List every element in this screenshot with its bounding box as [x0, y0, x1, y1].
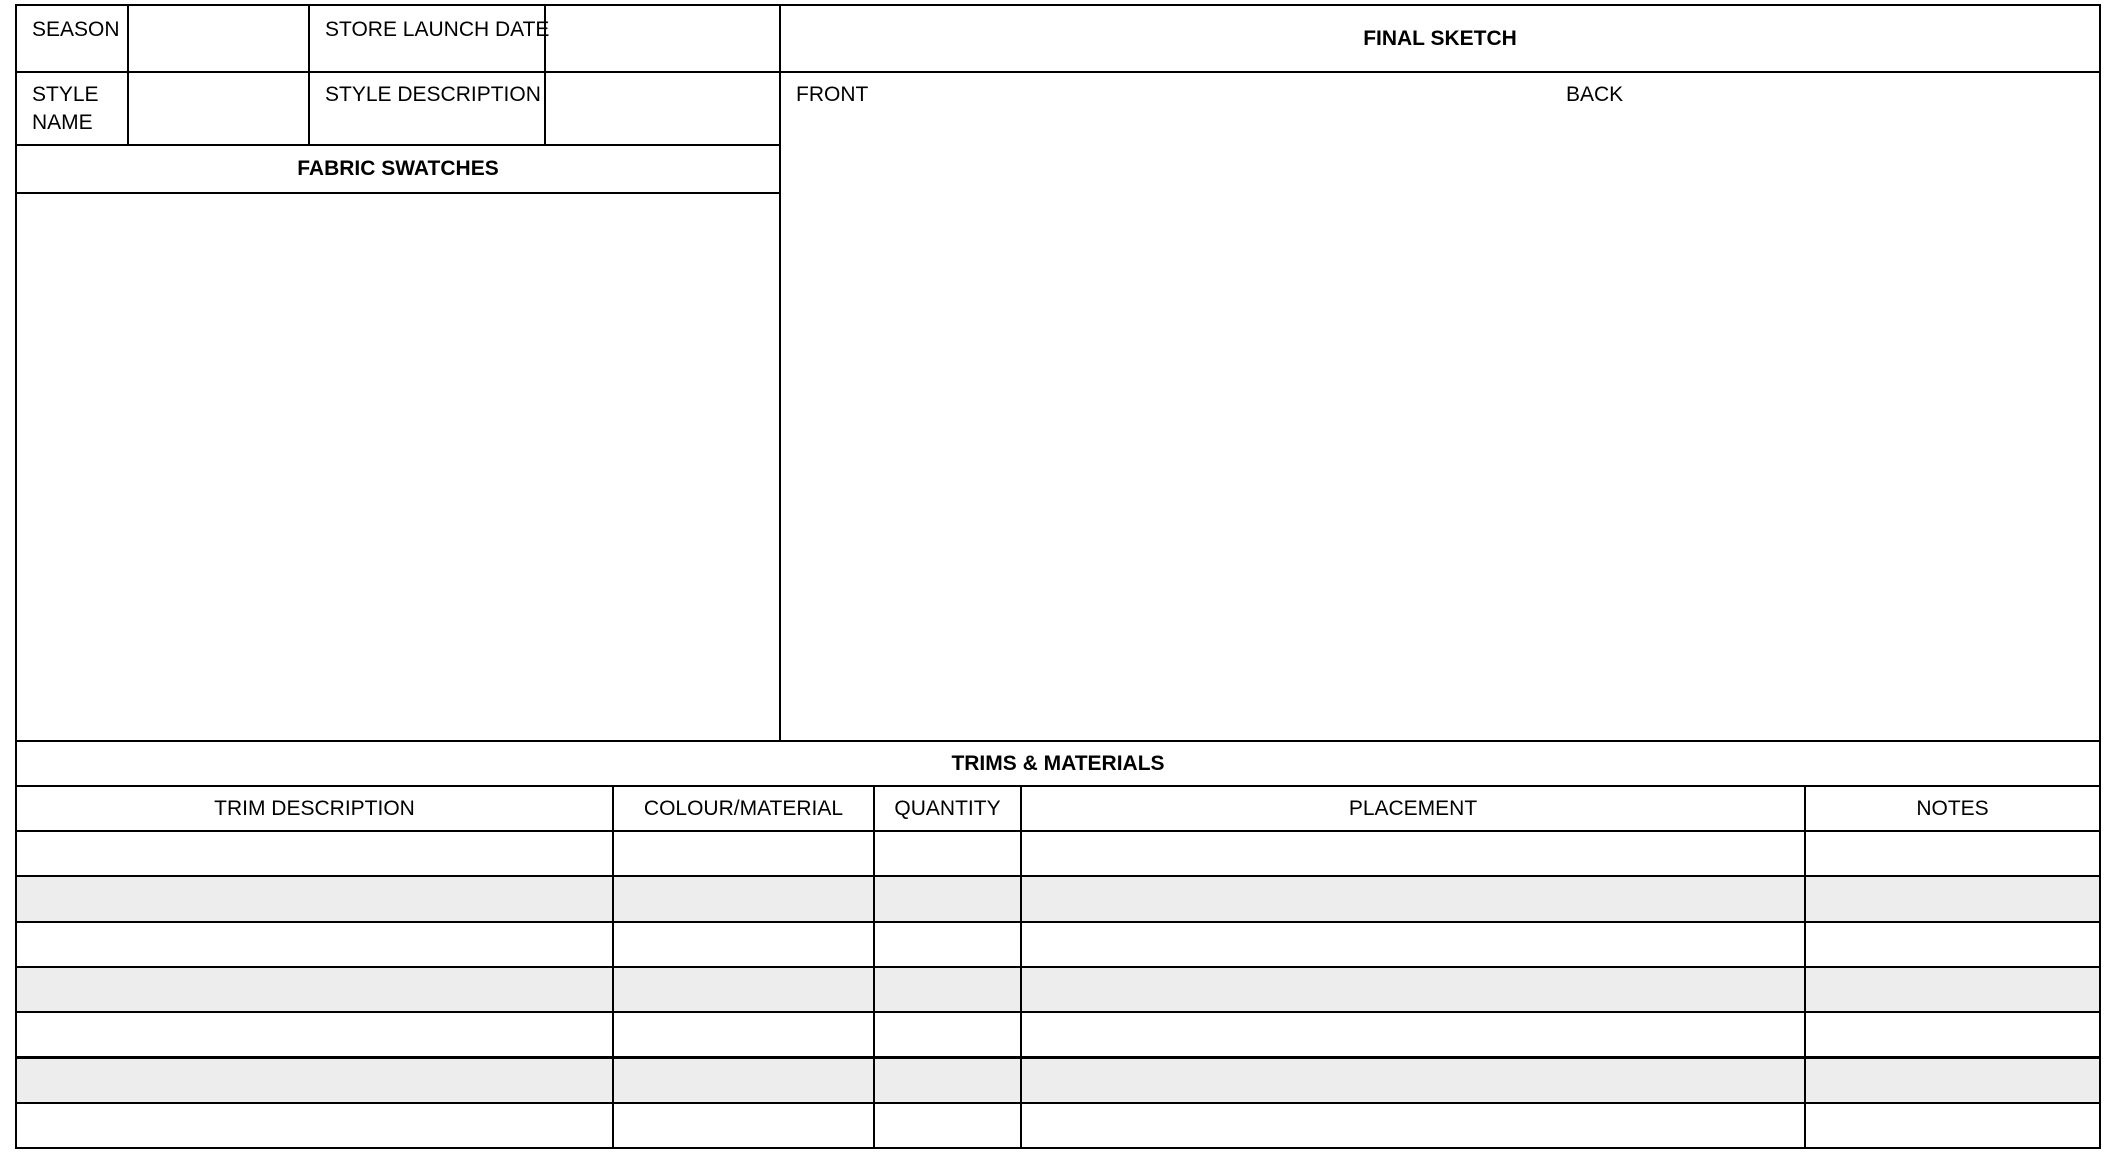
style-spec-sheet	[15, 4, 2101, 1144]
table-cell-trim-description[interactable]	[15, 966, 614, 1013]
table-cell-placement[interactable]	[1020, 875, 1806, 922]
table-cell-colour-material[interactable]	[612, 1057, 875, 1104]
final-sketch-title: FINAL SKETCH	[1363, 26, 1517, 50]
final-sketch-header	[779, 4, 2101, 73]
store-launch-date-input-cell[interactable]	[544, 4, 781, 73]
table-cell-quantity[interactable]	[873, 966, 1022, 1013]
table-cell-quantity[interactable]	[873, 1011, 1022, 1058]
season-label-cell	[15, 4, 129, 73]
table-cell-quantity[interactable]	[873, 921, 1022, 968]
col-header-colour-material: COLOUR/MATERIAL	[612, 785, 875, 832]
front-label: FRONT	[796, 83, 869, 106]
table-cell-trim-description[interactable]	[15, 830, 614, 877]
style-name-input-cell[interactable]	[127, 71, 310, 146]
table-cell-colour-material[interactable]	[612, 830, 875, 877]
table-cell-trim-description[interactable]	[15, 921, 614, 968]
season-input-cell[interactable]	[127, 4, 310, 73]
col-header-notes: NOTES	[1804, 785, 2101, 832]
table-cell-notes[interactable]	[1804, 875, 2101, 922]
final-sketch-area[interactable]	[779, 71, 2101, 742]
col-header-quantity: QUANTITY	[873, 785, 1022, 832]
table-cell-notes[interactable]	[1804, 1057, 2101, 1104]
table-cell-trim-description[interactable]	[15, 1011, 614, 1058]
trims-materials-title: TRIMS & MATERIALS	[951, 751, 1165, 775]
table-cell-colour-material[interactable]	[612, 921, 875, 968]
store-launch-date-label-cell	[308, 4, 550, 73]
table-cell-notes[interactable]	[1804, 1011, 2101, 1058]
trims-materials-header	[15, 740, 2101, 787]
style-description-label: STYLE DESCRIPTION	[325, 83, 541, 106]
table-cell-notes[interactable]	[1804, 1102, 2101, 1149]
table-cell-placement[interactable]	[1020, 830, 1806, 877]
table-cell-placement[interactable]	[1020, 1011, 1806, 1058]
fabric-swatches-header	[15, 144, 781, 194]
store-launch-date-label: STORE LAUNCH DATE	[325, 18, 550, 41]
table-cell-notes[interactable]	[1804, 830, 2101, 877]
style-name-label-cell	[15, 71, 129, 146]
table-cell-trim-description[interactable]	[15, 875, 614, 922]
season-label: SEASON	[32, 18, 120, 41]
table-cell-quantity[interactable]	[873, 830, 1022, 877]
table-cell-placement[interactable]	[1020, 966, 1806, 1013]
table-cell-placement[interactable]	[1020, 1057, 1806, 1104]
table-cell-quantity[interactable]	[873, 1102, 1022, 1149]
fabric-swatches-area[interactable]	[15, 192, 781, 742]
table-cell-notes[interactable]	[1804, 921, 2101, 968]
style-description-input-cell[interactable]	[544, 71, 781, 146]
table-cell-colour-material[interactable]	[612, 875, 875, 922]
table-cell-quantity[interactable]	[873, 1057, 1022, 1104]
table-cell-colour-material[interactable]	[612, 1102, 875, 1149]
back-label: BACK	[1566, 83, 1624, 106]
style-description-label-cell	[308, 71, 546, 146]
col-header-placement: PLACEMENT	[1020, 785, 1806, 832]
table-cell-placement[interactable]	[1020, 921, 1806, 968]
table-cell-notes[interactable]	[1804, 966, 2101, 1013]
col-header-trim-description: TRIM DESCRIPTION	[15, 785, 614, 832]
fabric-swatches-title: FABRIC SWATCHES	[297, 157, 499, 180]
table-cell-colour-material[interactable]	[612, 1011, 875, 1058]
table-cell-colour-material[interactable]	[612, 966, 875, 1013]
table-cell-trim-description[interactable]	[15, 1102, 614, 1149]
table-cell-placement[interactable]	[1020, 1102, 1806, 1149]
style-name-label: STYLE NAME	[32, 83, 99, 134]
table-cell-trim-description[interactable]	[15, 1057, 614, 1104]
table-cell-quantity[interactable]	[873, 875, 1022, 922]
